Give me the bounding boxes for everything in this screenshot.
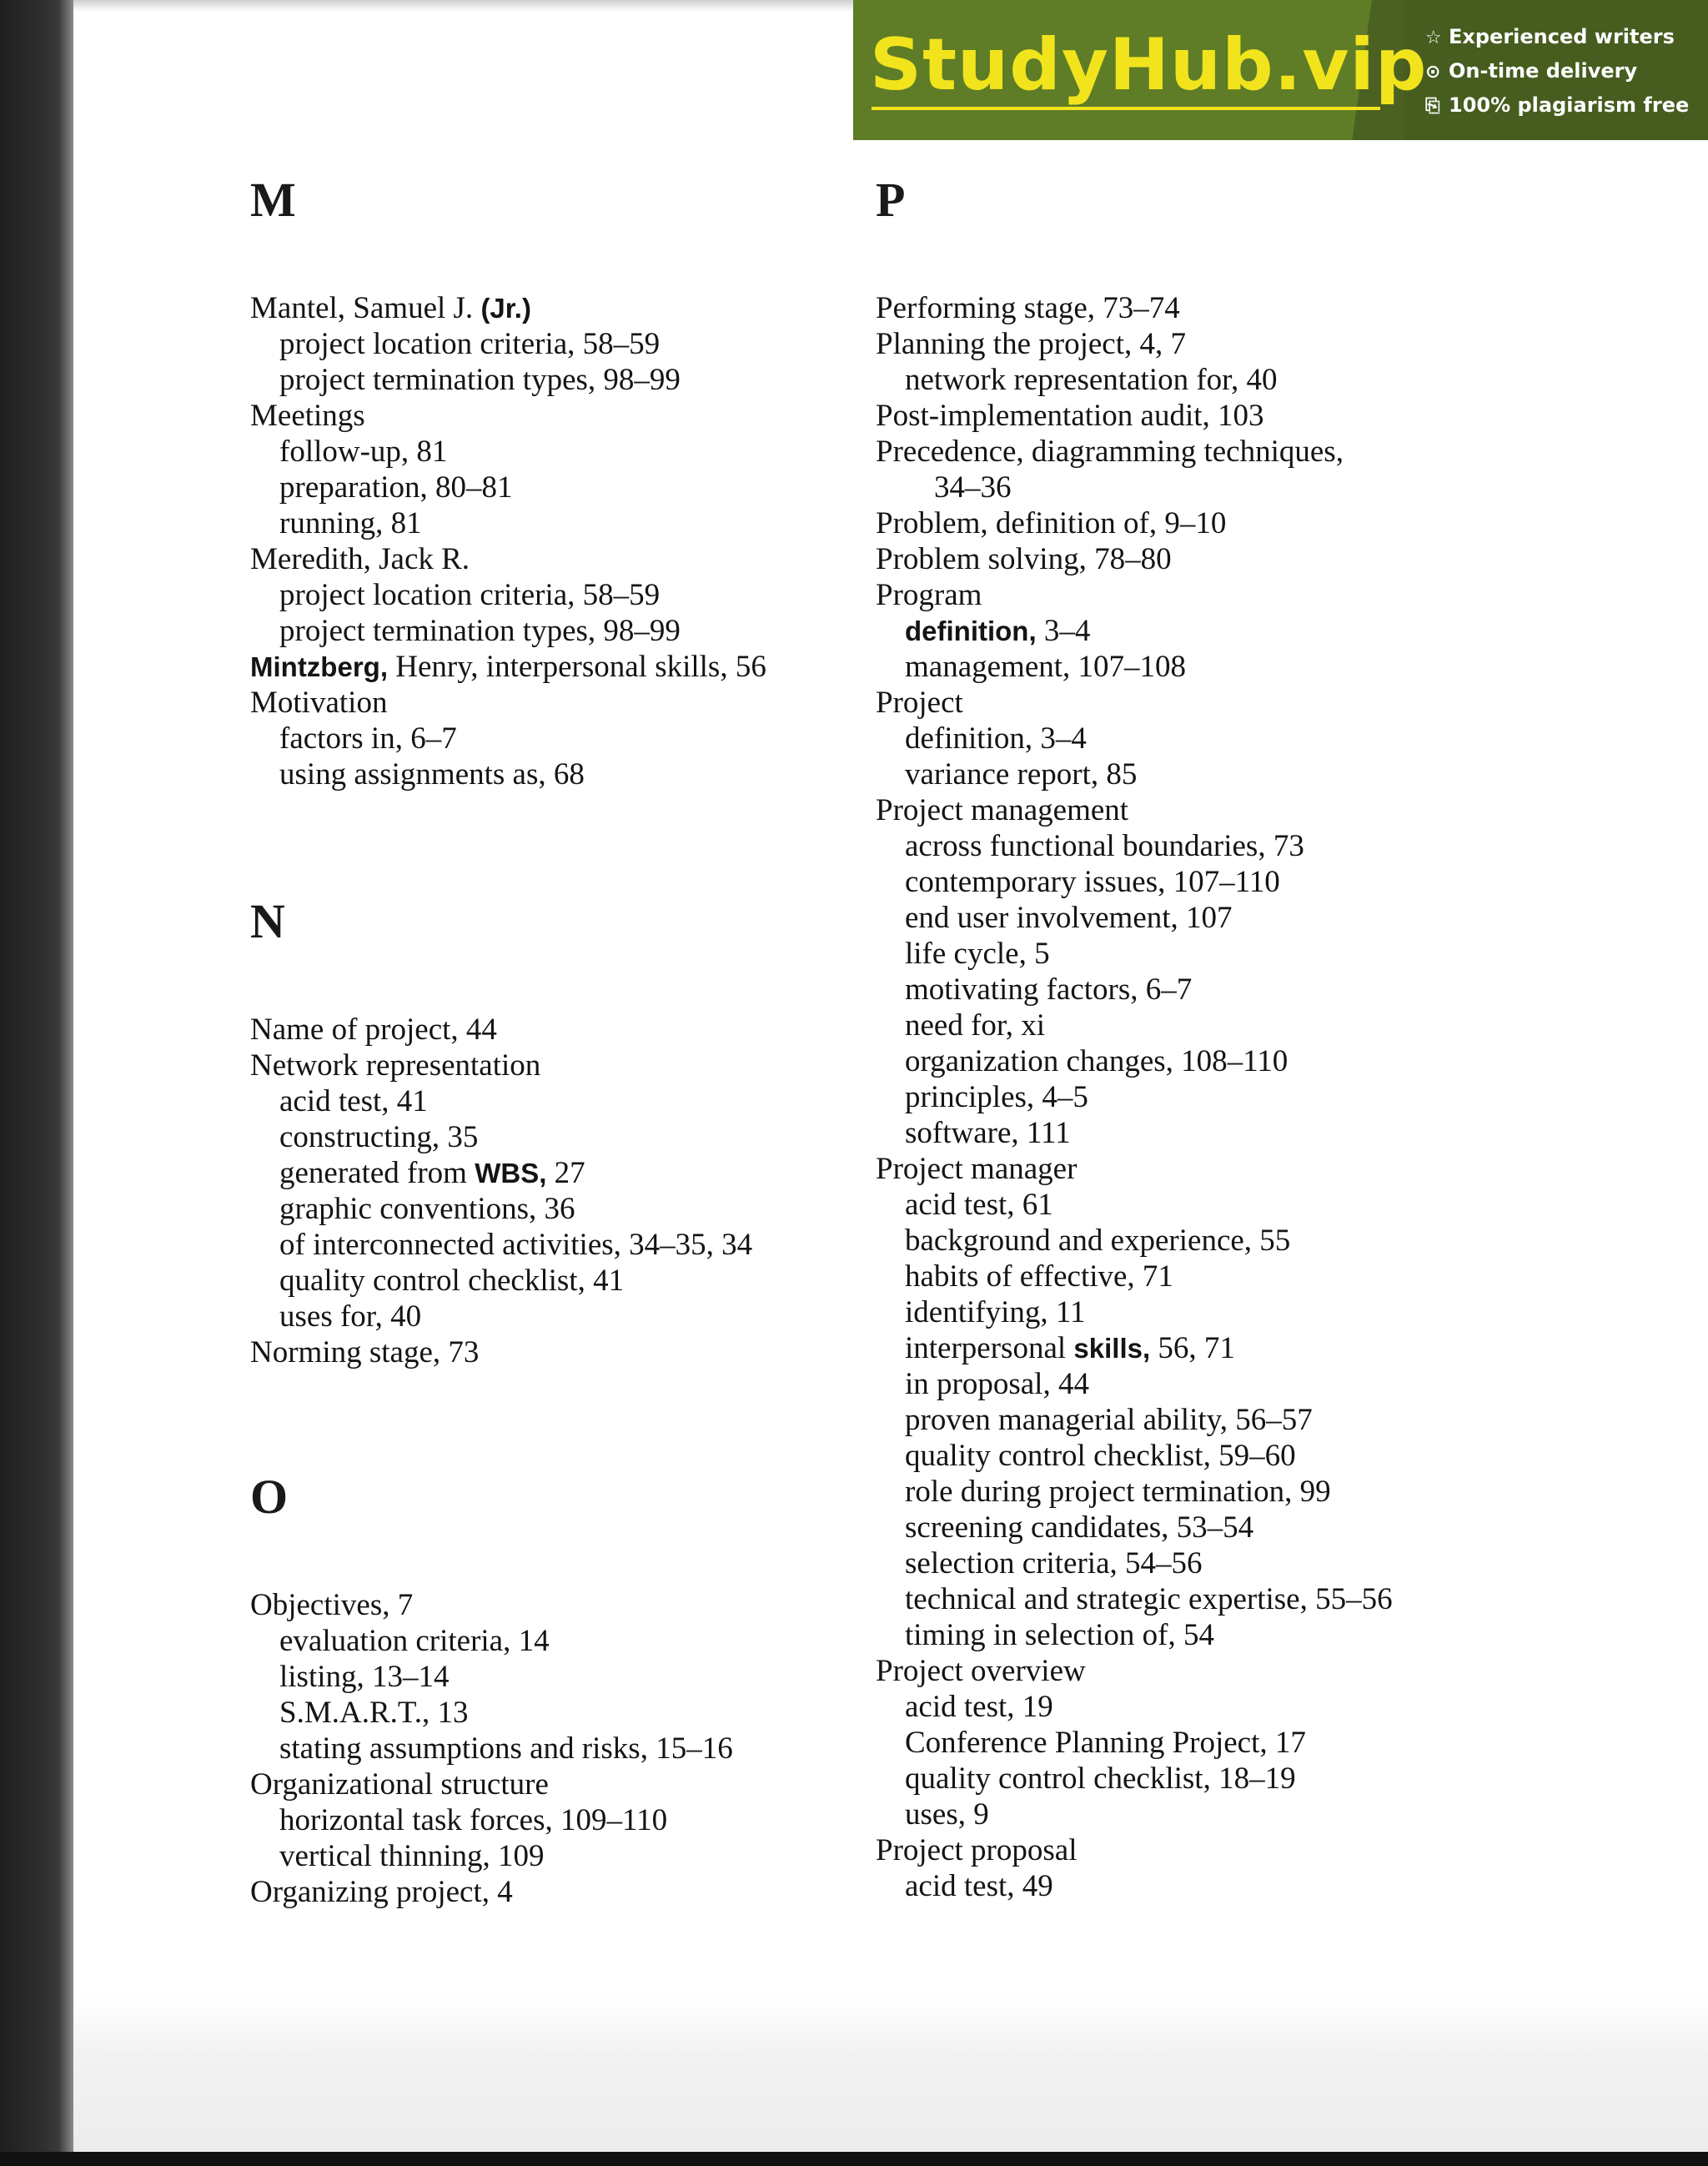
entry-text: management, 107–108 <box>905 650 1187 684</box>
index-entry <box>876 1151 1393 1187</box>
index-subentry <box>250 756 766 792</box>
index-section-n <box>250 894 753 1370</box>
index-subentry <box>250 1838 733 1874</box>
entry-text: preparation, 80–81 <box>279 470 513 505</box>
entry-text: horizontal task forces, 109–110 <box>279 1803 668 1837</box>
entry-text: stating assumptions and risks, 15–16 <box>279 1731 733 1766</box>
index-subentry <box>876 1043 1393 1079</box>
index-entry-list <box>250 1012 752 1370</box>
page-bottom-shading <box>73 1993 1708 2152</box>
entry-text: follow-up, 81 <box>279 435 448 469</box>
index-subentry <box>876 613 1393 649</box>
brand-underline <box>872 107 1380 110</box>
index-entry <box>876 505 1393 541</box>
entry-text: screening candidates, 53–54 <box>905 1510 1254 1545</box>
studyhub-banner[interactable] <box>853 0 1708 140</box>
entry-text: of interconnected activities, 34–35, 34 <box>279 1228 753 1262</box>
entry-text: acid test, 41 <box>279 1084 428 1118</box>
entry-text: contemporary issues, 107–110 <box>905 865 1280 899</box>
entry-text: Project manager <box>876 1152 1078 1186</box>
index-entry <box>876 290 1393 326</box>
entry-text: principles, 4–5 <box>905 1080 1088 1114</box>
entry-text: S.M.A.R.T., 13 <box>279 1696 469 1730</box>
entry-text: Conference Planning Project, 17 <box>905 1726 1306 1760</box>
entry-text: end user involvement, 107 <box>905 901 1233 935</box>
entry-bold-text: Mintzberg, <box>250 651 388 682</box>
entry-text: Problem, definition of, 9–10 <box>876 506 1227 540</box>
index-subentry <box>250 1263 752 1299</box>
index-entry <box>876 398 1393 434</box>
entry-text: vertical thinning, 109 <box>279 1839 545 1873</box>
index-entry <box>876 1832 1393 1868</box>
entry-text: life cycle, 5 <box>905 937 1050 971</box>
index-entry-list <box>250 1587 733 1910</box>
entry-text: using assignments as, 68 <box>279 757 585 792</box>
entry-text: organization changes, 108–110 <box>905 1044 1289 1078</box>
index-subentry <box>876 1868 1393 1904</box>
index-entry <box>250 1874 733 1910</box>
entry-text: Organizational structure <box>250 1767 549 1802</box>
entry-text: software, 111 <box>905 1116 1071 1150</box>
entry-text: Henry, interpersonal skills, 56 <box>387 650 766 684</box>
entry-text: Objectives, 7 <box>250 1588 414 1622</box>
clock-icon: ⊙ <box>1425 62 1441 83</box>
index-subentry <box>250 1083 752 1119</box>
index-entry <box>876 434 1393 470</box>
index-subentry <box>876 1366 1393 1402</box>
index-subentry <box>250 1731 733 1766</box>
index-entry-list <box>250 290 766 792</box>
entry-text: Post-implementation audit, 103 <box>876 399 1264 433</box>
index-entry <box>876 541 1393 577</box>
index-entry <box>250 1587 733 1623</box>
index-subentry <box>876 1438 1393 1474</box>
index-section-p <box>876 175 1393 1904</box>
entry-text: network representation for, 40 <box>905 363 1278 397</box>
entry-text: acid test, 49 <box>905 1869 1053 1903</box>
page-bottom-edge <box>0 2152 1708 2166</box>
index-subentry <box>876 1581 1393 1617</box>
entry-text: background and experience, 55 <box>905 1224 1291 1258</box>
entry-text: acid test, 19 <box>905 1690 1053 1724</box>
index-subentry <box>876 1294 1393 1330</box>
entry-text: listing, 13–14 <box>279 1660 450 1694</box>
index-subentry <box>876 1545 1393 1581</box>
feature-item <box>1425 88 1689 123</box>
index-subentry <box>876 1008 1393 1043</box>
entry-text: Network representation <box>250 1048 541 1083</box>
index-subentry <box>876 470 1393 505</box>
entry-text: Project <box>876 686 963 720</box>
entry-text: acid test, 61 <box>905 1188 1053 1222</box>
index-subentry <box>250 470 766 505</box>
index-subentry <box>250 1119 752 1155</box>
entry-text: Norming stage, 73 <box>250 1335 480 1369</box>
entry-text: role during project termination, 99 <box>905 1475 1331 1509</box>
entry-text: project location criteria, 58–59 <box>279 327 661 361</box>
index-subentry <box>250 1191 752 1227</box>
index-subentry <box>876 1079 1393 1115</box>
index-subentry <box>876 1115 1393 1151</box>
index-subentry <box>876 936 1393 972</box>
entry-text: Project management <box>876 793 1129 827</box>
section-letter-heading: N <box>250 894 285 948</box>
index-subentry <box>876 1725 1393 1761</box>
entry-text: evaluation criteria, 14 <box>279 1624 550 1658</box>
index-subentry <box>876 1689 1393 1725</box>
entry-text: identifying, 11 <box>905 1295 1086 1329</box>
index-subentry <box>876 649 1393 685</box>
index-section-m <box>250 175 766 792</box>
entry-bold-text: (Jr.) <box>480 293 531 324</box>
index-subentry <box>250 1299 752 1334</box>
entry-text: definition, 3–4 <box>905 721 1087 756</box>
index-entry <box>876 685 1393 721</box>
index-subentry <box>876 900 1393 936</box>
index-subentry <box>876 972 1393 1008</box>
index-subentry <box>876 828 1393 864</box>
entry-bold-text: skills, <box>1073 1333 1151 1364</box>
entry-text: selection criteria, 54–56 <box>905 1546 1203 1581</box>
entry-bold-text: definition, <box>905 616 1037 646</box>
feature-list <box>1425 20 1689 123</box>
entry-text: need for, xi <box>905 1008 1046 1043</box>
book-spine-shadow <box>0 0 73 2166</box>
index-subentry <box>250 613 766 649</box>
index-entry <box>876 326 1393 362</box>
feature-label: 100% plagiarism free <box>1449 93 1690 117</box>
index-entry <box>876 577 1393 613</box>
feature-label: Experienced writers <box>1449 25 1675 48</box>
entry-text: Motivation <box>250 686 388 720</box>
entry-bold-text: WBS, <box>475 1158 547 1189</box>
index-subentry <box>250 1659 733 1695</box>
entry-text: 56, 71 <box>1150 1331 1235 1365</box>
entry-text: graphic conventions, 36 <box>279 1192 575 1226</box>
section-letter-heading: M <box>250 173 296 227</box>
index-subentry <box>250 1227 752 1263</box>
entry-text: motivating factors, 6–7 <box>905 972 1193 1007</box>
entry-text: Name of project, 44 <box>250 1013 497 1047</box>
index-subentry <box>250 721 766 756</box>
index-subentry <box>876 1797 1393 1832</box>
entry-text: generated from <box>279 1156 475 1190</box>
entry-text: quality control checklist, 41 <box>279 1264 625 1298</box>
entry-text: Organizing project, 4 <box>250 1875 513 1909</box>
entry-text: running, 81 <box>279 506 422 540</box>
index-entry <box>250 1012 752 1048</box>
entry-text: across functional boundaries, 73 <box>905 829 1304 863</box>
entry-text: technical and strategic expertise, 55–56 <box>905 1582 1393 1616</box>
entry-text: Meredith, Jack R. <box>250 542 470 576</box>
index-subentry <box>250 434 766 470</box>
index-subentry <box>876 1474 1393 1510</box>
entry-text: Project overview <box>876 1654 1086 1688</box>
feature-label: On-time delivery <box>1449 59 1638 83</box>
index-subentry <box>250 505 766 541</box>
star-outline-icon: ☆ <box>1425 28 1442 48</box>
index-entry-list <box>876 290 1393 1904</box>
index-subentry <box>250 1695 733 1731</box>
entry-text: uses, 9 <box>905 1797 989 1832</box>
entry-text: quality control checklist, 59–60 <box>905 1439 1296 1473</box>
index-subentry <box>876 1510 1393 1545</box>
feature-item <box>1425 20 1689 54</box>
entry-text: 27 <box>546 1156 585 1190</box>
index-entry <box>876 1653 1393 1689</box>
entry-text: habits of effective, 71 <box>905 1259 1173 1294</box>
index-subentry <box>250 1155 752 1191</box>
brand-logo-text[interactable]: StudyHub.vip <box>870 23 1428 107</box>
entry-text: project termination types, 98–99 <box>279 363 681 397</box>
entry-text: constructing, 35 <box>279 1120 479 1154</box>
index-entry <box>250 541 766 577</box>
entry-text: variance report, 85 <box>905 757 1138 792</box>
index-section-o <box>250 1472 733 1910</box>
entry-text: Project proposal <box>876 1833 1078 1867</box>
index-entry <box>250 1048 752 1083</box>
entry-text: in proposal, 44 <box>905 1367 1089 1401</box>
entry-text: Meetings <box>250 399 365 433</box>
entry-text: project location criteria, 58–59 <box>279 578 661 612</box>
entry-text: Program <box>876 578 982 612</box>
index-subentry <box>876 1617 1393 1653</box>
index-subentry <box>876 756 1393 792</box>
index-entry <box>250 649 766 685</box>
index-entry <box>250 398 766 434</box>
index-subentry <box>876 721 1393 756</box>
entry-text: 34–36 <box>934 470 1012 505</box>
entry-text: Precedence, diagramming techniques, <box>876 435 1344 469</box>
entry-text: project termination types, 98–99 <box>279 614 681 648</box>
index-subentry <box>250 362 766 398</box>
entry-text: timing in selection of, 54 <box>905 1618 1214 1652</box>
index-subentry <box>876 1330 1393 1366</box>
index-entry <box>876 792 1393 828</box>
entry-text: 3–4 <box>1036 614 1091 648</box>
index-subentry <box>876 1402 1393 1438</box>
feature-item <box>1425 54 1689 88</box>
entry-text: proven managerial ability, 56–57 <box>905 1403 1313 1437</box>
entry-text: factors in, 6–7 <box>279 721 457 756</box>
index-subentry <box>250 1802 733 1838</box>
index-entry <box>250 685 766 721</box>
entry-text: Problem solving, 78–80 <box>876 542 1172 576</box>
entry-text: Mantel, Samuel J. <box>250 291 481 325</box>
index-entry <box>250 1766 733 1802</box>
index-subentry <box>876 1761 1393 1797</box>
section-letter-heading: O <box>250 1470 289 1524</box>
entry-text: Planning the project, 4, 7 <box>876 327 1186 361</box>
entry-text: interpersonal <box>905 1331 1074 1365</box>
index-entry <box>250 290 766 326</box>
index-entry <box>250 1334 752 1370</box>
index-subentry <box>876 1187 1393 1223</box>
index-subentry <box>250 326 766 362</box>
index-subentry <box>876 864 1393 900</box>
entry-text: Performing stage, 73–74 <box>876 291 1180 325</box>
entry-text: quality control checklist, 18–19 <box>905 1761 1296 1796</box>
index-subentry <box>876 362 1393 398</box>
index-subentry <box>876 1259 1393 1294</box>
entry-text: uses for, 40 <box>279 1299 422 1334</box>
index-subentry <box>250 1623 733 1659</box>
copy-document-icon: ⎘ <box>1425 96 1440 117</box>
index-subentry <box>250 577 766 613</box>
section-letter-heading: P <box>876 173 906 227</box>
index-subentry <box>876 1223 1393 1259</box>
